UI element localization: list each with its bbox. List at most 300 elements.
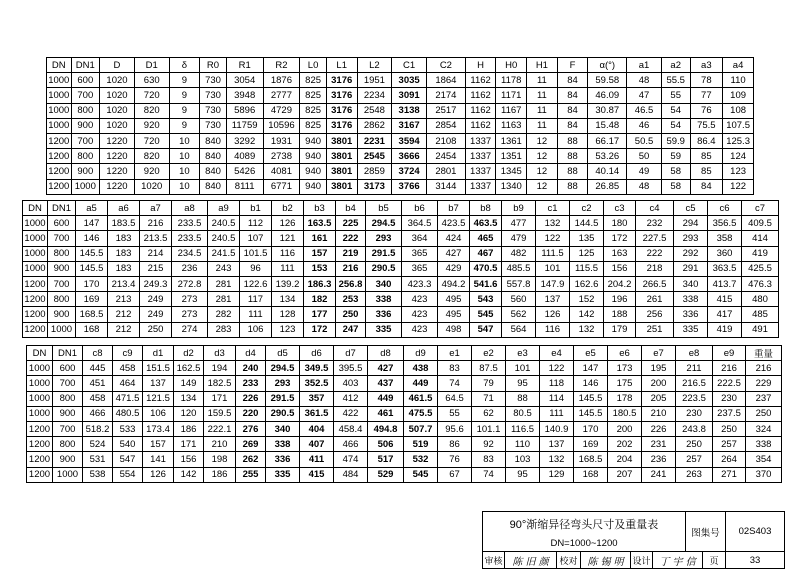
review-signature: 陈 旧 颜 <box>512 556 549 568</box>
table-cell: 172 <box>604 231 636 246</box>
table-cell: 1000 <box>27 361 53 376</box>
table-cell: 547 <box>470 322 502 337</box>
table-cell: 223.5 <box>676 391 713 406</box>
table-cell: 1951 <box>357 73 392 88</box>
table-cell: 67 <box>438 467 472 482</box>
table-cell: 129 <box>540 467 574 482</box>
table-cell: 237.5 <box>713 406 746 421</box>
column-header: DN1 <box>48 201 76 216</box>
table-cell: 700 <box>71 88 100 103</box>
table-cell: 219 <box>336 246 366 261</box>
column-header: c4 <box>636 201 674 216</box>
table-cell: 5896 <box>226 103 263 118</box>
table-header-row <box>27 346 782 361</box>
table-row <box>27 361 782 376</box>
table-cell: 3594 <box>392 133 427 148</box>
table-cell: 250 <box>140 322 172 337</box>
table-cell: 940 <box>300 164 327 179</box>
table-cell: 147.9 <box>536 276 570 291</box>
table-cell: 338 <box>366 292 402 307</box>
table-cell: 80.5 <box>506 406 540 421</box>
table-cell: 145.5 <box>574 391 608 406</box>
table-cell: 540 <box>113 437 143 452</box>
table-cell: 2738 <box>263 149 300 164</box>
table-cell: 840 <box>200 133 227 148</box>
table-cell: 58 <box>661 164 690 179</box>
column-header: D1 <box>134 58 169 73</box>
table-cell: 76 <box>690 103 723 118</box>
table-cell: 64.5 <box>438 391 472 406</box>
table-cell: 800 <box>48 246 76 261</box>
table-cell: 171 <box>204 391 236 406</box>
table-cell: 1200 <box>23 292 48 307</box>
table-cell: 198 <box>204 452 236 467</box>
table-cell: 422 <box>334 406 368 421</box>
table-cell: 236 <box>642 452 676 467</box>
table-cell: 26.85 <box>588 179 627 194</box>
table-cell: 365 <box>402 261 438 276</box>
table-cell: 216.5 <box>676 376 713 391</box>
table-cell: 600 <box>53 361 83 376</box>
table-cell: 142 <box>570 307 604 322</box>
table-cell: 170 <box>76 276 108 291</box>
table-cell: 92 <box>472 437 506 452</box>
table-cell: 59.9 <box>661 133 690 148</box>
column-header: a9 <box>208 201 240 216</box>
table-cell: 920 <box>134 118 169 133</box>
table-cell: 403 <box>334 376 368 391</box>
table-cell: 151.5 <box>143 361 174 376</box>
table-cell: 196 <box>604 292 636 307</box>
table-cell: 207 <box>608 467 642 482</box>
table-cell: 494.2 <box>438 276 470 291</box>
table-cell: 142 <box>174 467 204 482</box>
table-cell: 476.3 <box>742 276 779 291</box>
table-cell: 276 <box>236 421 266 436</box>
table-cell: 730 <box>200 73 227 88</box>
table-cell: 419 <box>708 322 742 337</box>
column-header: b1 <box>240 201 272 216</box>
table-cell: 482 <box>502 246 536 261</box>
page-number-cell <box>726 552 784 568</box>
column-header: H <box>465 58 496 73</box>
table-cell: 256 <box>636 307 674 322</box>
table-cell: 188 <box>604 307 636 322</box>
table-cell: 240.5 <box>208 216 240 231</box>
table-cell: 1000 <box>23 231 48 246</box>
table-cell: 250 <box>336 307 366 322</box>
table-cell: 109 <box>723 88 754 103</box>
table-cell: 1000 <box>23 216 48 231</box>
table-cell: 458 <box>113 361 143 376</box>
table-cell: 1200 <box>23 322 48 337</box>
table-row <box>27 376 782 391</box>
table-cell: 8111 <box>226 179 263 194</box>
table-cell: 498 <box>438 322 470 337</box>
check-label: 校对 <box>559 555 578 566</box>
table-cell: 170 <box>574 421 608 436</box>
table-cell: 1000 <box>47 73 72 88</box>
table-cell: 144.5 <box>570 216 604 231</box>
table-cell: 361.5 <box>300 406 334 421</box>
table-cell: 630 <box>134 73 169 88</box>
table-cell: 291.5 <box>366 246 402 261</box>
table-cell: 85 <box>690 164 723 179</box>
table-cell: 87.5 <box>472 361 506 376</box>
table-cell: 54 <box>661 118 690 133</box>
table-cell: 700 <box>53 376 83 391</box>
column-header: H0 <box>496 58 527 73</box>
table-cell: 180 <box>604 216 636 231</box>
table-row <box>27 467 782 482</box>
check-signature: 陈 锡 明 <box>587 556 624 568</box>
table-cell: 920 <box>134 164 169 179</box>
table-cell: 282 <box>208 307 240 322</box>
table-cell: 177 <box>304 307 336 322</box>
table-cell: 249 <box>140 292 172 307</box>
table-cell: 900 <box>71 118 100 133</box>
table-cell: 222 <box>636 246 674 261</box>
table-cell: 1337 <box>465 164 496 179</box>
table-cell: 449 <box>404 376 438 391</box>
table-cell: 900 <box>53 452 83 467</box>
table-cell: 186.3 <box>304 276 336 291</box>
table-row <box>27 421 782 436</box>
table-cell: 137 <box>143 376 174 391</box>
table-cell: 820 <box>134 149 169 164</box>
table-cell: 12 <box>527 179 558 194</box>
table-cell: 466 <box>83 406 113 421</box>
table-cell: 226 <box>236 391 266 406</box>
table-cell: 294.5 <box>266 361 300 376</box>
table-cell: 134 <box>174 391 204 406</box>
table-cell: 466 <box>334 437 368 452</box>
table-cell: 156 <box>604 261 636 276</box>
column-header: c3 <box>604 201 636 216</box>
table-cell: 225 <box>336 216 366 231</box>
table-cell: 562 <box>502 307 536 322</box>
table-cell: 336 <box>266 452 300 467</box>
table-cell: 529 <box>368 467 404 482</box>
table-cell: 1200 <box>47 133 72 148</box>
table-cell: 230 <box>676 406 713 421</box>
table-cell: 10 <box>169 133 200 148</box>
table-cell: 3054 <box>226 73 263 88</box>
column-header: b2 <box>272 201 304 216</box>
column-header: d5 <box>266 346 300 361</box>
table-cell: 600 <box>71 73 100 88</box>
table-cell: 3176 <box>326 118 357 133</box>
table-cell: 163 <box>604 246 636 261</box>
table-cell: 78 <box>690 73 723 88</box>
table-cell: 290.5 <box>266 406 300 421</box>
table-cell: 2801 <box>426 164 465 179</box>
table-cell: 3173 <box>357 179 392 194</box>
table-cell: 226 <box>642 421 676 436</box>
table-cell: 137 <box>540 437 574 452</box>
table-cell: 108 <box>723 103 754 118</box>
table-cell: 338 <box>746 437 782 452</box>
table-cell: 118 <box>540 376 574 391</box>
column-header: DN1 <box>53 346 83 361</box>
table-cell: 364.5 <box>402 216 438 231</box>
table-cell: 291.5 <box>266 391 300 406</box>
table-cell: 423.3 <box>402 276 438 291</box>
table-cell: 11 <box>527 103 558 118</box>
table-cell: 538 <box>83 467 113 482</box>
table-cell: 233.5 <box>172 216 208 231</box>
table-cell: 233 <box>236 376 266 391</box>
table-cell: 461 <box>368 406 404 421</box>
column-header: c2 <box>570 201 604 216</box>
table-cell: 414 <box>742 231 779 246</box>
table-cell: 3176 <box>326 73 357 88</box>
table-cell: 840 <box>200 149 227 164</box>
table-cell: 547 <box>113 452 143 467</box>
table-cell: 9 <box>169 118 200 133</box>
table-cell: 3801 <box>326 149 357 164</box>
table-cell: 700 <box>48 231 76 246</box>
table-cell: 76 <box>438 452 472 467</box>
table-cell: 465 <box>470 231 502 246</box>
table-cell: 10596 <box>263 118 300 133</box>
table-cell: 153 <box>304 261 336 276</box>
table-cell: 3948 <box>226 88 263 103</box>
table-cell: 101 <box>506 361 540 376</box>
table-cell: 407 <box>300 437 334 452</box>
column-header: d6 <box>300 346 334 361</box>
table-cell: 183 <box>108 261 140 276</box>
table-cell: 1178 <box>496 73 527 88</box>
table-cell: 1020 <box>100 73 135 88</box>
review-signature-cell <box>505 552 557 568</box>
column-header: R0 <box>200 58 227 73</box>
table-cell: 340 <box>366 276 402 291</box>
column-header: c9 <box>113 346 143 361</box>
table-cell: 101.5 <box>240 246 272 261</box>
column-header: d9 <box>404 346 438 361</box>
table-cell: 1020 <box>100 118 135 133</box>
table-cell: 800 <box>53 437 83 452</box>
table-cell: 900 <box>71 164 100 179</box>
table-cell: 257 <box>713 437 746 452</box>
table-cell: 123 <box>723 164 754 179</box>
table-cell: 324 <box>746 421 782 436</box>
table-cell: 116 <box>272 246 304 261</box>
table-cell: 417 <box>708 307 742 322</box>
table-cell: 2517 <box>426 103 465 118</box>
table-cell: 261 <box>636 292 674 307</box>
table-cell: 213.5 <box>140 231 172 246</box>
table-cell: 213 <box>108 292 140 307</box>
table-cell: 415 <box>300 467 334 482</box>
column-header: L2 <box>357 58 392 73</box>
table-cell: 1200 <box>47 149 72 164</box>
table-cell: 2234 <box>357 88 392 103</box>
table-cell: 1220 <box>100 133 135 148</box>
table-cell: 271 <box>713 467 746 482</box>
table-cell: 263 <box>676 467 713 482</box>
table-cell: 458.4 <box>334 421 368 436</box>
table-cell: 720 <box>134 133 169 148</box>
table-cell: 1163 <box>496 118 527 133</box>
table-cell: 54 <box>661 103 690 118</box>
table-cell: 4089 <box>226 149 263 164</box>
table-cell: 363.5 <box>708 261 742 276</box>
table-cell: 554 <box>113 467 143 482</box>
table-cell: 424 <box>438 231 470 246</box>
table-row <box>47 118 754 133</box>
table-cell: 50.5 <box>627 133 662 148</box>
column-header: d7 <box>334 346 368 361</box>
table-cell: 88 <box>557 133 588 148</box>
table-cell: 231 <box>642 437 676 452</box>
table-cell: 241 <box>642 467 676 482</box>
table-cell: 117 <box>240 292 272 307</box>
table-cell: 134 <box>272 292 304 307</box>
table-cell: 471.5 <box>113 391 143 406</box>
table-cell: 1200 <box>23 307 48 322</box>
table-cell: 215 <box>140 261 172 276</box>
table-cell: 186 <box>174 421 204 436</box>
table-cell: 145.5 <box>574 406 608 421</box>
table-cell: 409.5 <box>742 216 779 231</box>
table-cell: 111 <box>540 406 574 421</box>
table-cell: 413.7 <box>708 276 742 291</box>
table-cell: 519 <box>404 437 438 452</box>
column-header: a2 <box>661 58 690 73</box>
table-cell: 429 <box>438 261 470 276</box>
table-cell: 449 <box>368 391 404 406</box>
table-cell: 126 <box>272 216 304 231</box>
table-cell: 273 <box>172 292 208 307</box>
table-cell: 84 <box>557 103 588 118</box>
table-cell: 360 <box>708 246 742 261</box>
table-cell: 9 <box>169 88 200 103</box>
table-cell: 281 <box>208 292 240 307</box>
table-cell: 470.5 <box>470 261 502 276</box>
table-cell: 484 <box>334 467 368 482</box>
table-cell: 241.5 <box>208 246 240 261</box>
table-cell: 820 <box>134 103 169 118</box>
subtitle-cell <box>483 536 686 552</box>
table-row <box>23 292 779 307</box>
table-cell: 352.5 <box>300 376 334 391</box>
table-cell: 183.5 <box>108 216 140 231</box>
table-cell: 84 <box>557 118 588 133</box>
table-cell: 463.5 <box>470 216 502 231</box>
table-cell: 163.5 <box>304 216 336 231</box>
table-cell: 46.09 <box>588 88 627 103</box>
table-cell: 1200 <box>23 276 48 291</box>
design-signature: 丁 宇 信 <box>659 556 696 568</box>
dimensions-weight-table-3 <box>26 345 782 483</box>
table-cell: 183 <box>108 231 140 246</box>
table-cell: 120 <box>174 406 204 421</box>
table-cell: 458 <box>83 391 113 406</box>
table-cell: 62 <box>472 406 506 421</box>
table-cell: 110 <box>723 73 754 88</box>
table-cell: 122.6 <box>240 276 272 291</box>
table-cell: 264 <box>713 452 746 467</box>
table-cell: 84 <box>557 73 588 88</box>
table-cell: 358 <box>708 231 742 246</box>
table-cell: 340 <box>674 276 708 291</box>
table-cell: 212 <box>108 322 140 337</box>
table-cell: 12 <box>527 133 558 148</box>
table-cell: 800 <box>71 149 100 164</box>
table-cell: 256.8 <box>336 276 366 291</box>
table-cell: 186 <box>204 467 236 482</box>
table-cell: 172 <box>304 322 336 337</box>
table-cell: 157 <box>143 437 174 452</box>
table-cell: 395.5 <box>334 361 368 376</box>
drawing-title: 90°渐缩异径弯头尺寸及重量表 <box>509 519 659 531</box>
table-cell: 840 <box>200 179 227 194</box>
table-cell: 222 <box>336 231 366 246</box>
table-cell: 2454 <box>426 149 465 164</box>
table-cell: 475.5 <box>404 406 438 421</box>
table-cell: 1200 <box>27 437 53 452</box>
table-cell: 3801 <box>326 133 357 148</box>
table-cell: 2108 <box>426 133 465 148</box>
table-row <box>23 322 779 337</box>
table-cell: 251 <box>636 322 674 337</box>
title-cell <box>483 512 686 536</box>
table-cell: 168 <box>76 322 108 337</box>
table-cell: 467 <box>470 246 502 261</box>
table-cell: 354 <box>746 452 782 467</box>
table-cell: 55 <box>438 406 472 421</box>
table-cell: 800 <box>53 391 83 406</box>
review-label-cell <box>483 552 505 568</box>
table-cell: 145.5 <box>76 261 108 276</box>
table-cell: 12 <box>527 149 558 164</box>
table-cell: 249 <box>140 307 172 322</box>
table-cell: 132 <box>536 216 570 231</box>
table-row <box>47 133 754 148</box>
table-cell: 564 <box>502 322 536 337</box>
table-cell: 115.5 <box>570 261 604 276</box>
table-cell: 147 <box>76 216 108 231</box>
drawing-subtitle: DN=1000~1200 <box>550 538 618 549</box>
table-cell: 77 <box>690 88 723 103</box>
column-header: d8 <box>368 346 404 361</box>
table-cell: 292 <box>674 246 708 261</box>
column-header: c1 <box>536 201 570 216</box>
table-cell: 157 <box>304 246 336 261</box>
table-cell: 495 <box>438 307 470 322</box>
table-cell: 273 <box>172 307 208 322</box>
table-header-row <box>47 58 754 73</box>
table-cell: 168.5 <box>76 307 108 322</box>
table-cell: 84 <box>557 88 588 103</box>
table-cell: 74 <box>472 467 506 482</box>
table-cell: 524 <box>83 437 113 452</box>
table-cell: 900 <box>48 307 76 322</box>
table-cell: 1351 <box>496 149 527 164</box>
table-cell: 477 <box>502 216 536 231</box>
table-cell: 1220 <box>100 149 135 164</box>
table-cell: 140.9 <box>540 421 574 436</box>
table-cell: 557.8 <box>502 276 536 291</box>
table-cell: 168.5 <box>574 452 608 467</box>
table-cell: 50 <box>627 149 662 164</box>
table-cell: 485 <box>742 307 779 322</box>
table-cell: 237 <box>746 391 782 406</box>
column-header: D <box>100 58 135 73</box>
table-cell: 173 <box>608 361 642 376</box>
